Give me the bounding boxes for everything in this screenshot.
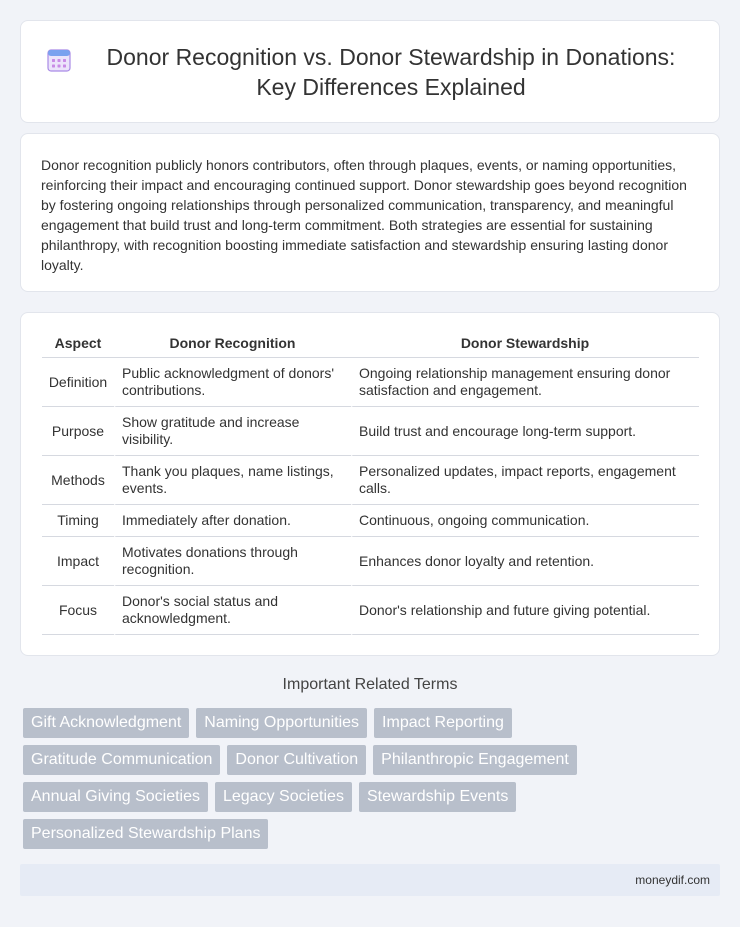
table-row (42, 358, 699, 407)
row-aspect: Timing (42, 505, 114, 537)
table-row (42, 505, 699, 537)
footer (20, 864, 720, 896)
tag-donor-cultivation[interactable]: Donor Cultivation (227, 745, 366, 775)
table-row (42, 537, 699, 586)
row-stewardship: Ongoing relationship management ensuring donor satisfaction and engagement. (351, 358, 699, 407)
tag-legacy-societies[interactable]: Legacy Societies (215, 782, 352, 812)
row-aspect: Definition (42, 358, 114, 407)
row-stewardship: Continuous, ongoing communication. (351, 505, 699, 537)
row-stewardship: Enhances donor loyalty and retention. (351, 537, 699, 586)
row-aspect: Focus (42, 586, 114, 635)
row-stewardship: Donor's relationship and future giving potential. (351, 586, 699, 635)
row-recognition: Thank you plaques, name listings, events. (114, 456, 351, 505)
table-header-row (42, 333, 699, 358)
calendar-icon (45, 46, 73, 74)
row-aspect: Purpose (42, 407, 114, 456)
tag-naming-opportunities[interactable]: Naming Opportunities (196, 708, 367, 738)
tag-row (23, 782, 723, 812)
tag-stewardship-events[interactable]: Stewardship Events (359, 782, 516, 812)
row-recognition: Donor's social status and acknowledgment. (114, 586, 351, 635)
row-aspect: Impact (42, 537, 114, 586)
header-donor-stewardship: Donor Stewardship (351, 333, 699, 358)
intro-paragraph: Donor recognition publicly honors contributors, often through plaques, events, or naming opportunities, reinforcing their impact and encouraging continued support. Donor stewardship goes beyond recognition by fostering ongoing relationships through personalized communication, transparency, and meaningful engagement that build trust and long-term commitment. Both strategies are essential for sustaining philanthropy, with recognition boosting immediate satisfaction and stewardship ensuring lasting donor loyalty. (41, 157, 687, 273)
header-donor-recognition: Donor Recognition (114, 333, 351, 358)
header-aspect: Aspect (42, 333, 114, 358)
tag-gratitude-communication[interactable]: Gratitude Communication (23, 745, 220, 775)
row-recognition: Public acknowledgment of donors' contributions. (114, 358, 351, 407)
tag-row (23, 745, 723, 775)
tag-row (23, 819, 723, 849)
table-row (42, 456, 699, 505)
title-card (20, 20, 720, 123)
tag-personalized-stewardship-plans[interactable]: Personalized Stewardship Plans (23, 819, 268, 849)
related-terms-tags (23, 708, 723, 856)
row-recognition: Show gratitude and increase visibility. (114, 407, 351, 456)
row-recognition: Motivates donations through recognition. (114, 537, 351, 586)
table-row (42, 407, 699, 456)
tag-philanthropic-engagement[interactable]: Philanthropic Engagement (373, 745, 577, 775)
row-stewardship: Personalized updates, impact reports, engagement calls. (351, 456, 699, 505)
page-title: Donor Recognition vs. Donor Stewardship in Donations: Key Differences Explained (106, 43, 676, 100)
row-aspect: Methods (42, 456, 114, 505)
row-stewardship: Build trust and encourage long-term support. (351, 407, 699, 456)
tag-gift-acknowledgment[interactable]: Gift Acknowledgment (23, 708, 189, 738)
table-row (42, 586, 699, 635)
tag-annual-giving-societies[interactable]: Annual Giving Societies (23, 782, 208, 812)
footer-site-link[interactable]: moneydif.com (635, 873, 710, 887)
tag-impact-reporting[interactable]: Impact Reporting (374, 708, 512, 738)
intro-card (20, 133, 720, 292)
comparison-table (42, 333, 699, 635)
tag-row (23, 708, 723, 738)
related-terms-heading: Important Related Terms (282, 676, 458, 693)
comparison-table-card (20, 312, 720, 656)
row-recognition: Immediately after donation. (114, 505, 351, 537)
